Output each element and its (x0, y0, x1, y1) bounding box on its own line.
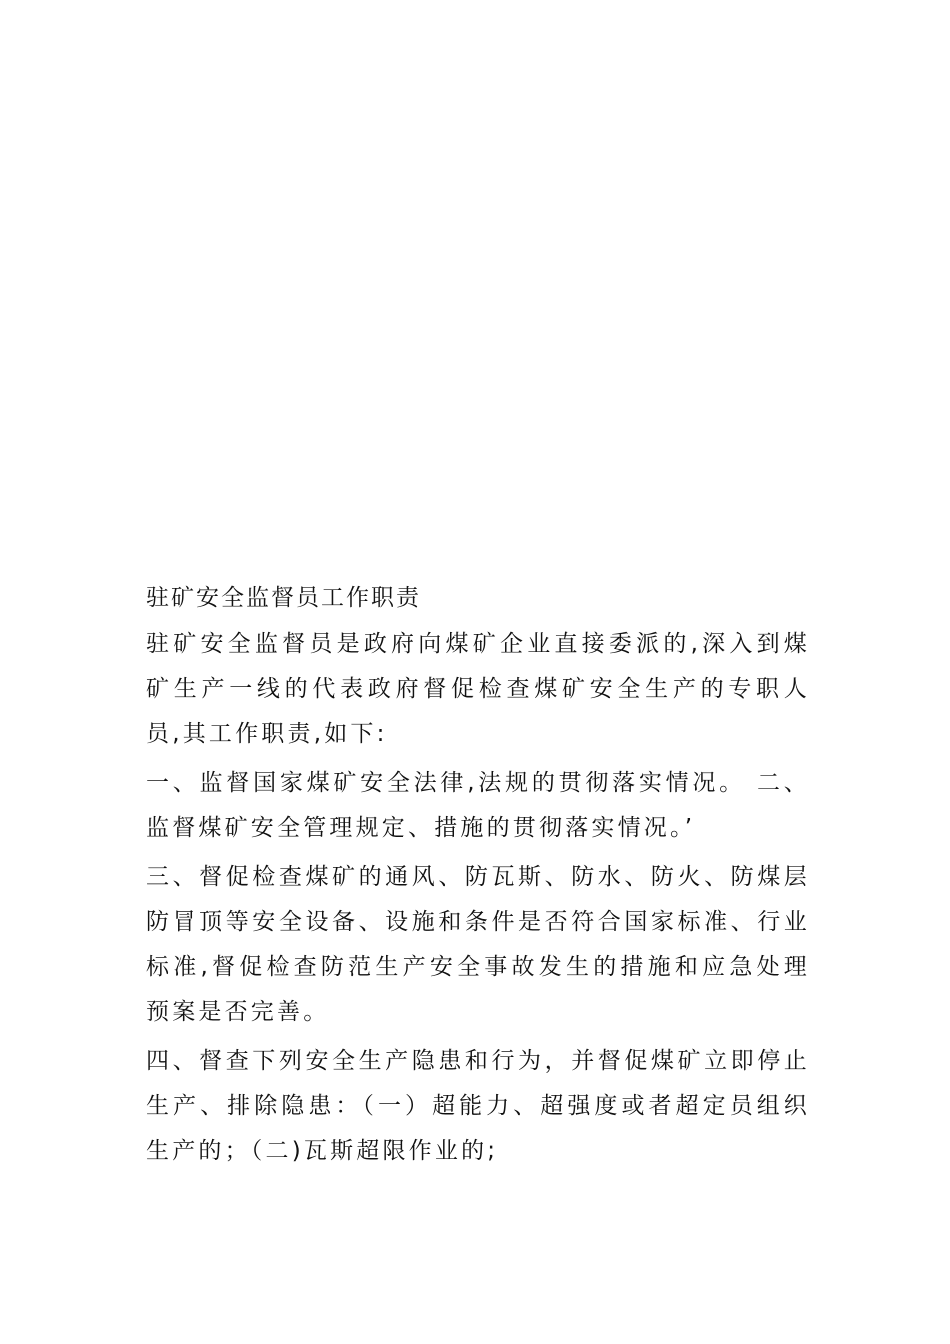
paragraph-duty-3: 三、督促检查煤矿的通风、防瓦斯、防水、防火、防煤层防冒顶等安全设备、设施和条件是否符合国家标准、行业标准,督促检查防范生产安全事故发生的措施和应急处理预案是否完善。 (146, 864, 810, 1025)
document-title: 驻矿安全监督员工作职责 (146, 585, 421, 611)
paragraph-intro: 驻矿安全监督员是政府向煤矿企业直接委派的,深入到煤矿生产一线的代表政府督促检查煤矿安全生产的专职人员,其工作职责,如下: (146, 631, 810, 747)
paragraph-duties-1-2: 一、监督国家煤矿安全法律,法规的贯彻落实情况。 二、监督煤矿安全管理规定、措施的贯彻落实情况。’ (146, 770, 810, 841)
paragraph-duty-4: 四、督查下列安全生产隐患和行为，并督促煤矿立即停止生产、排除隐患：（一）超能力、超强度或者超定员组织生产的；（二)瓦斯超限作业的; (146, 1048, 810, 1164)
document-body (146, 578, 810, 1178)
